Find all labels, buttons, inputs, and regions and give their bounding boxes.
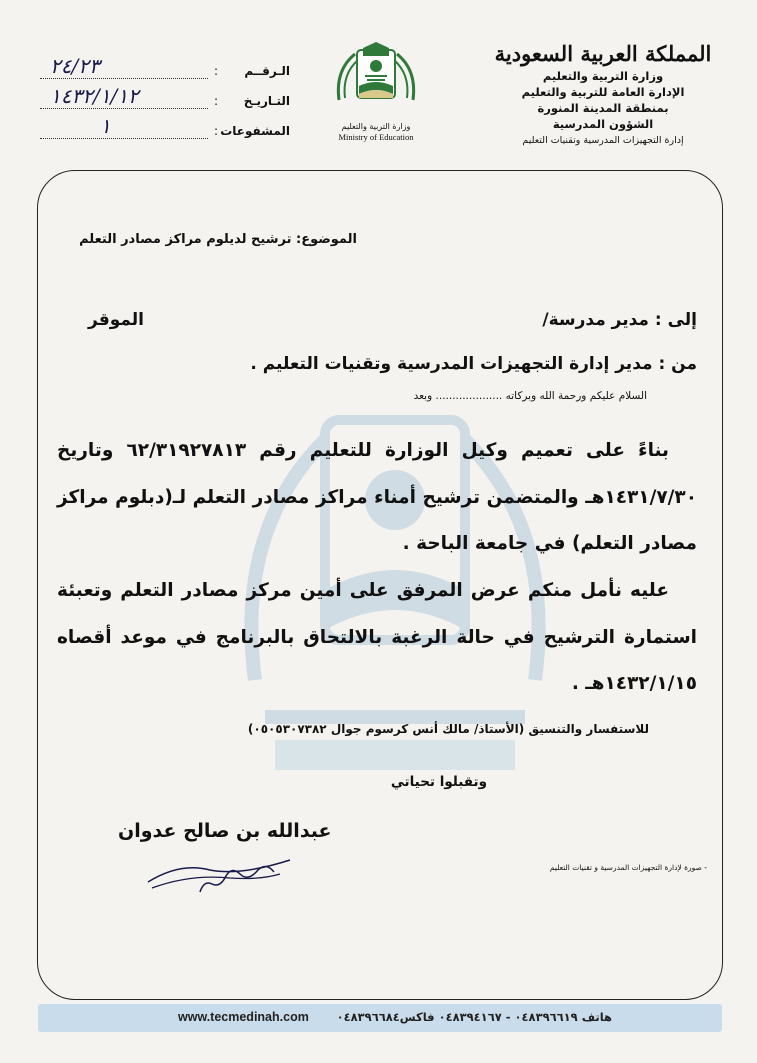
reference-attachments-label: المشفوعات (220, 124, 290, 138)
logo-caption-arabic: وزارة التربية والتعليم (341, 122, 411, 131)
reference-number-row (40, 54, 290, 86)
body-paragraph-1: بناءً على تعميم وكيل الوزارة للتعليم رقم ٦٢/٣١٩٢٧٨١٣ وتاريخ ١٤٣١/٧/٣٠هـ والمتضمن ترشيح أمناء مراكز مصادر التعلم لـ(دبلوم مراكز مصادر التعلم) في جامعة الباحة . (57, 440, 697, 554)
letterhead-block (473, 40, 733, 148)
general-admin-name: الإدارة العامة للتربية والتعليم (521, 85, 685, 99)
region-name: بمنطقة المدينة المنورة (537, 101, 669, 115)
reference-number-value: ٢٤/٢٣ (50, 54, 100, 78)
footer-contacts: هاتف ٠٤٨٣٩٦٦١٩ - ٠٤٨٣٩٤١٦٧ فاكس٠٤٨٣٩٦٦٨٤ (336, 1010, 612, 1024)
addressee-line: إلى : مدير مدرسة/ (542, 310, 697, 330)
signatory-name: عبدالله بن صالح عدوان (118, 820, 332, 842)
handwritten-signature (140, 852, 300, 894)
website-link[interactable]: www.tecmedinah.com (178, 1010, 309, 1024)
closing-line: وتقبلوا تحياتي (390, 774, 487, 790)
ministry-logo (333, 42, 419, 142)
reference-number-label: الـرقــم (244, 64, 290, 78)
reference-date-row (40, 84, 290, 116)
colon: : (213, 124, 218, 138)
affairs-name: الشؤون المدرسية (552, 117, 654, 131)
kingdom-title: المملكة العربية السعودية (494, 41, 712, 66)
letter-subject: الموضوع: ترشيح لديلوم مراكز مصادر التعلم (79, 232, 357, 247)
department-name: إدارة التجهيزات المدرسية وتقنيات التعليم (522, 135, 684, 146)
greeting-line: السلام عليكم ورحمة الله وبركاته .................... وبعد (413, 390, 647, 402)
body-paragraph-2: عليه نأمل منكم عرض المرفق على أمين مركز مصادر التعلم وتعبئة استمارة الترشيح في حالة الرغبة بالالتحاق بالبرنامج في موعد أقصاه ١٤٣٢/١/١٥هـ . (57, 580, 697, 694)
logo-caption-english: Ministry of Education (338, 132, 414, 142)
reference-date-label: التـاريـخ (243, 94, 290, 108)
addressee-honorific: الموقر (88, 310, 144, 330)
colon: : (213, 94, 218, 108)
colon: : (213, 64, 218, 78)
copy-note: - صورة لإدارة التجهيزات المدرسية و تقنيات التعليم (549, 863, 707, 872)
contact-line: للاستفسار والتنسيق (الأستاذ/ مالك أنس كرسوم جوال ٠٥٠٥٣٠٧٣٨٢) (247, 722, 649, 736)
reference-attachments-row (40, 114, 290, 146)
reference-date-value: ١٤٣٢/١/١٢ (50, 84, 139, 108)
reference-attachments-value: ١ (100, 114, 111, 138)
dotted-line (40, 78, 208, 79)
ministry-emblem-icon (333, 42, 419, 118)
dotted-line (40, 138, 208, 139)
sender-line: من : مدير إدارة التجهيزات المدرسية وتقنيات التعليم . (250, 354, 697, 374)
footer-band (38, 1004, 722, 1032)
ministry-name: وزارة التربية والتعليم (542, 69, 664, 83)
dotted-line (40, 108, 208, 109)
